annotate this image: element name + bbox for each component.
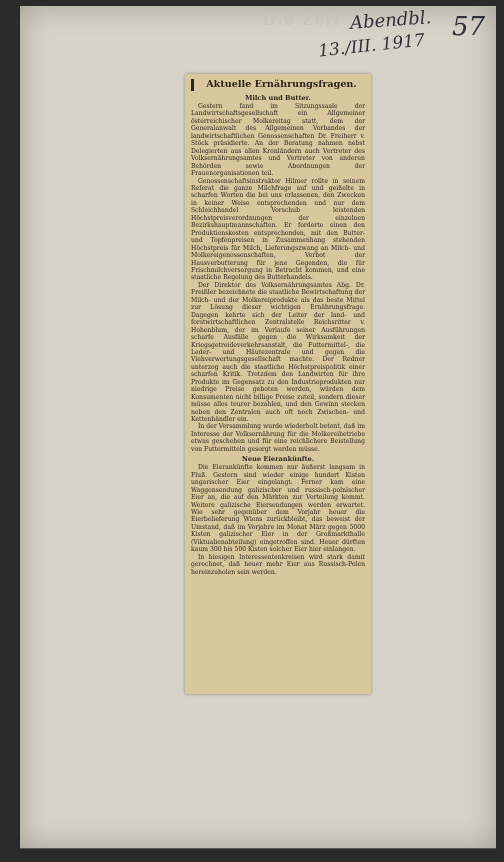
section-title-milk: Milch und Butter. (245, 94, 311, 102)
handwritten-page-number: 57 (452, 12, 486, 42)
article-paragraph: In der Versammlung wurde wiederholt betont, daß im Interesse der Volksernährung für die Molkereibetriebe etwas geschehen und für eine reichlichere Beistellung von Futtermitteln gesorgt werden müsse. (191, 423, 365, 453)
page-edge-line (20, 848, 496, 849)
article-paragraph: Gestern fand im Sitzungssaale der Landwirtschaftsgesellschaft ein Allgemeiner österreichischer Molkereitag statt, dem der Generalanwalt des Allgemeinen Verbandes der landwirtschaftlichen Genossenschaften Dr. Freiherr v. Stöck präsidierte. An der Beratung nahmen nebst Delegierten aus allen Kronländern auch Vertreter des Volksernährungsamtes und Vertreter von anderen Behörden sowie Abordnungen der Frauenorganisationen teil. (191, 103, 365, 178)
handwritten-date: 13./III. 1917 (317, 30, 426, 62)
article-paragraph: Genossenschaftsinstruktor Hilmer rollte in seinem Referat die ganze Milchfrage auf und geißelte in scharfen Worten die bei uns erlassenen, den Zwecken in keiner Weise entsprechenden und nur dem Schleichhandel Vorschub leistenden Höchstpreisverordnungen der einzelnen Bezirkshauptmannschaften. Er forderte einen den Produktionskosten entsprechenden, mit den Butter- und Topfenpreisen in Zusammenhang stehenden Höchstpreis für Milch, Lieferungszwang an Milch- und Molkereigenossenschaften, Verbot der Hausverbutterung für jene Gegenden, die für Frischmilchversorgung in Betracht kommen, und eine staatliche Regelung des Butterhandels. (191, 177, 365, 282)
handwritten-paper-note: Abendbl. (349, 7, 432, 34)
article-paragraph: In hiesigen Interessentenkreisen wird stark damit gerechnet, daß heuer mehr Eier aus Russisch-Polen hereinzuholen sein werden. (191, 553, 365, 576)
article-paragraph: Der Direktor des Volksernährungsamtes Abg. Dr. Freißler bezeichnete die staatliche Bewirtschaftung der Milch- und der Molkereiprodukte als das beste Mittel zur Lösung dieser wichtigen Ernährungsfrage. Dagegen kehrte sich der Leiter der land- und forstwirtschaftlichen Zentralstelle Reichsritter v. Hohenblum, der im Verlaufe seiner Ausführungen scharfe Ausfälle gegen die Wirksamkeit der Kriegsgetreideverkehrsanstalt, die Futtermittel-, die Leder- und Häutezentrale und gegen die Viehverwertungsgesellschaft machte. Der Redner unterzog auch die staatliche Höchstpreispolitik einer scharfen Kritik. Trotzdem den Landwirten für ihre Produkte im Gegensatz zu den Industrieprodukten nur niedrige Preise geboten werden, würden dem Konsumenten nicht billige Preise zuteil, sondern dieser müsse alles teurer bezahlen, und den Gewinn stecken neben den Zentralen auch oft noch Zwischen- und Kettenhändler ein. (191, 281, 365, 424)
newspaper-clipping (185, 74, 371, 694)
clipping-headline: Aktuelle Ernährungsfragen. (191, 79, 365, 91)
printed-paper-header: Die Zeit (262, 10, 342, 29)
article-paragraph: Die Eierankünfte kommen nur äußerst langsam in Fluß. Gestern sind wieder einige hundert Kisten ungarischer Eier eingelangt. Ferner kam eine Waggonsendung galizischer und russisch-polnischer Eier an, die auf den Märkten zur Verteilung kommt. Weitere galizische Eiersendungen werden erwartet. Wie sehr gegenüber dem Vorjahr heuer die Eierbelieferung Wiens zurückbleibt, das beweist der Umstand, daß im Vorjahre im Monat März gegen 5000 Kisten galizischer Eier in der Großmarkthalle (Viktualienabteilung) eingetroffen sind. Heuer dürften kaum 300 bis 500 Kisten solcher Eier hier einlangen. (191, 464, 365, 554)
section-title-eggs: Neue Eierankünfte. (241, 455, 315, 464)
